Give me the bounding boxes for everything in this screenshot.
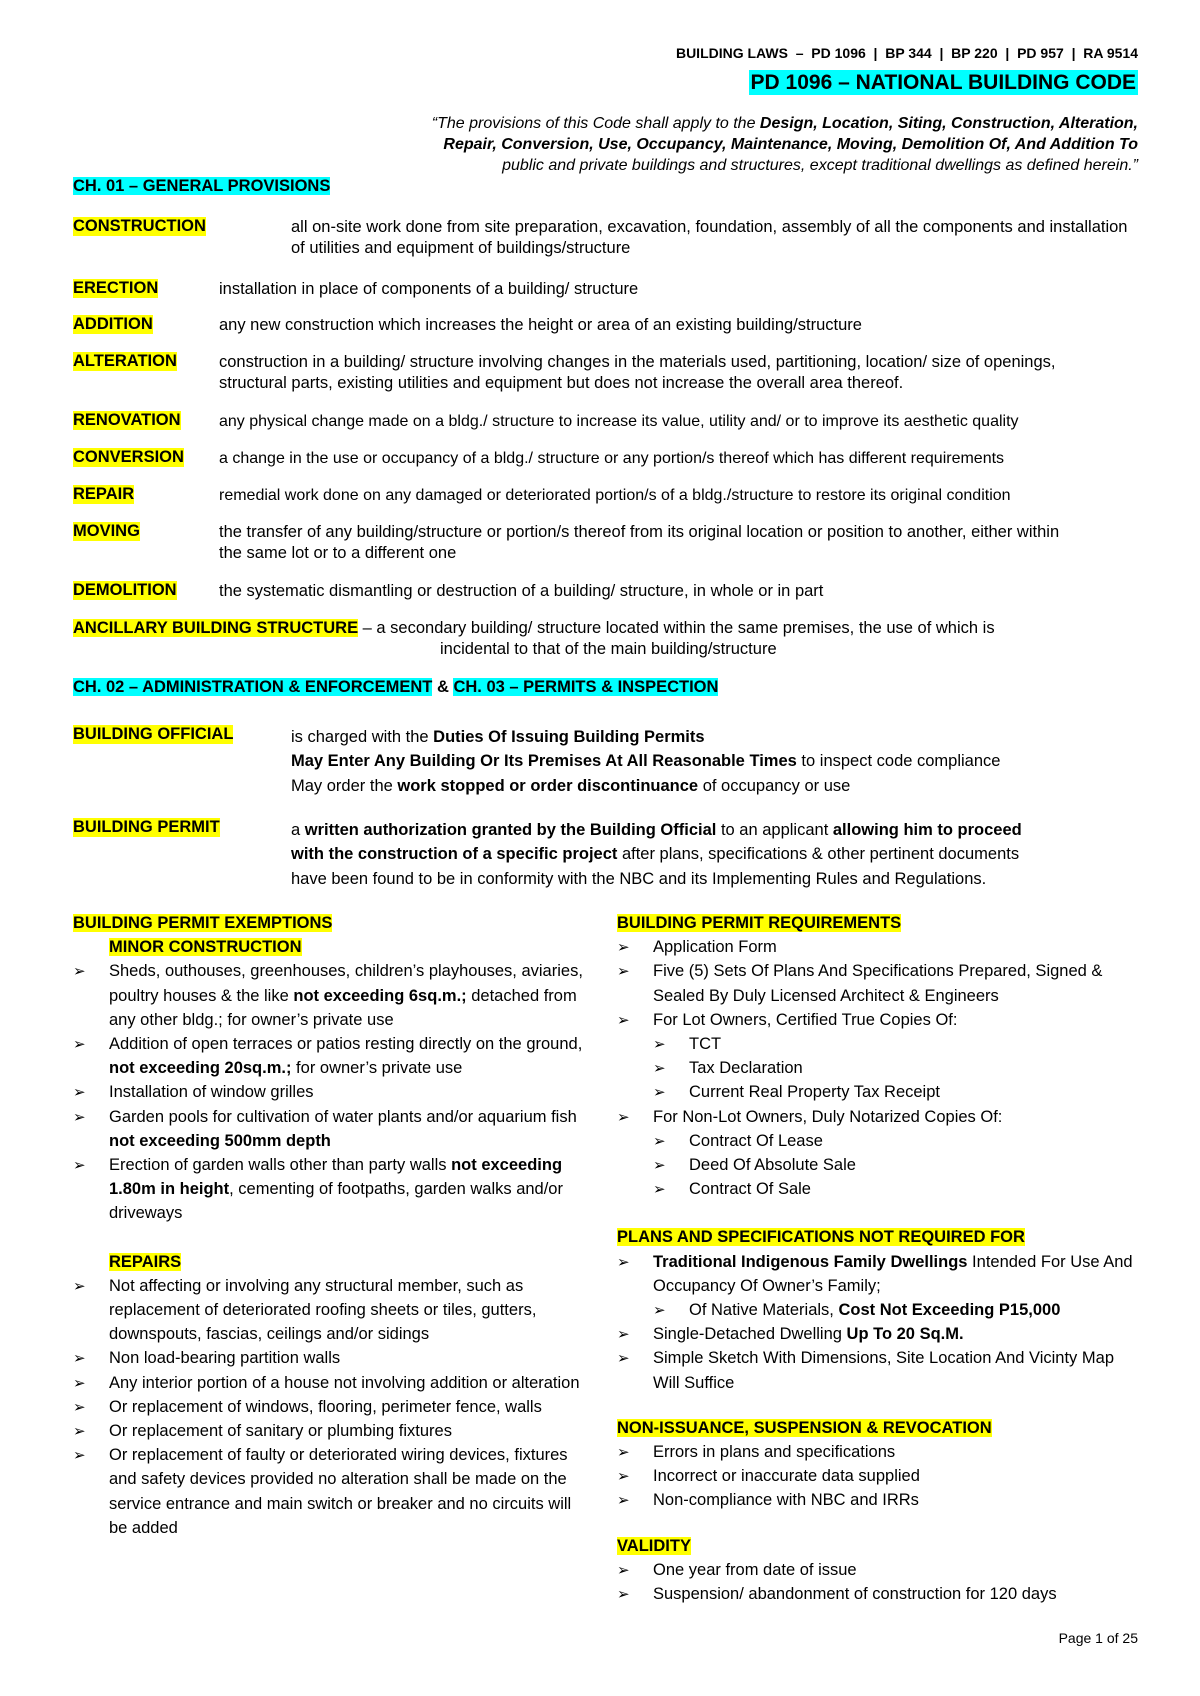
- list-item: ➢ One year from date of issue: [617, 1558, 1137, 1582]
- def-text-building-permit: [291, 818, 1151, 891]
- def-text-moving: the transfer of any building/structure or portion/s thereof from its original location or position to another, either within the same lot or to a different one: [219, 523, 1060, 562]
- def-term-repair: REPAIR: [73, 485, 135, 503]
- list-item: ➢ Or replacement of faulty or deteriorated wiring devices, fixtures and safety devices provided no alteration shall be made on the service entrance and main switch or breaker and no circuits will be added: [73, 1443, 593, 1540]
- page-number: Page 1 of 25: [1058, 1630, 1138, 1646]
- requirements-heading: BUILDING PERMIT REQUIREMENTS: [617, 914, 902, 932]
- quote-text: public and private buildings and structures, except traditional dwellings as defined herein.”: [502, 157, 1138, 174]
- def-term-ancillary: ANCILLARY BUILDING STRUCTURE: [73, 619, 359, 637]
- minor-construction-list: [73, 959, 593, 1225]
- def-text-construction: all on-site work done from site preparation, excavation, foundation, assembly of all the components and installation of utilities and equipment of buildings/structure: [291, 218, 1128, 257]
- list-item: ➢ Or replacement of sanitary or plumbing fixtures: [73, 1419, 593, 1443]
- list-item: ➢ Addition of open terraces or patios resting directly on the ground, not exceeding 20sq.m.; for owner’s private use: [73, 1032, 593, 1080]
- def-term-building-official: BUILDING OFFICIAL: [73, 725, 234, 743]
- def-term-demolition: DEMOLITION: [73, 581, 177, 599]
- validity-heading: VALIDITY: [617, 1536, 691, 1555]
- permit-text: to an applicant: [716, 821, 833, 839]
- document-title: PD 1096 – NATIONAL BUILDING CODE: [750, 71, 1136, 94]
- requirements-list: [617, 935, 1137, 1201]
- def-text-ancillary: – a secondary building/ structure located within the same premises, the use of which is: [358, 619, 995, 637]
- def-text-demolition: the systematic dismantling or destruction of a building/ structure, in whole or in part: [219, 582, 824, 600]
- plans-not-required-list: [617, 1250, 1137, 1395]
- def-term-erection: ERECTION: [73, 279, 159, 297]
- list-item: ➢ Suspension/ abandonment of construction for 120 days: [617, 1582, 1137, 1606]
- def-text-addition: any new construction which increases the height or area of an existing building/structure: [219, 316, 862, 334]
- def-term-alteration: ALTERATION: [73, 352, 177, 370]
- nonissuance-heading: NON-ISSUANCE, SUSPENSION & REVOCATION: [617, 1418, 992, 1437]
- exemptions-heading: BUILDING PERMIT EXEMPTIONS: [73, 914, 333, 932]
- list-item: ➢ Or replacement of windows, flooring, perimeter fence, walls: [73, 1395, 593, 1419]
- def-text-ancillary-cont: incidental to that of the main building/structure: [440, 640, 777, 658]
- def-term-conversion: CONVERSION: [73, 448, 184, 466]
- permit-text: after plans, specifications & other pertinent documents: [617, 845, 1020, 864]
- official-text: of occupancy or use: [698, 776, 851, 795]
- heading-amp: &: [432, 678, 454, 696]
- scope-quote: [238, 113, 1138, 176]
- list-item: ➢ Sheds, outhouses, greenhouses, children’s playhouses, aviaries, poultry houses & the like not exceeding 6sq.m.; detached from any other bldg.; for owner’s private use: [73, 959, 593, 1032]
- quote-emphasis: Repair, Conversion, Use, Occupancy, Maintenance, Moving, Demolition Of, And Addition To: [443, 136, 1138, 153]
- requirements-column: [617, 911, 1137, 1606]
- nonissuance-list: [617, 1440, 1137, 1513]
- permit-text: a: [291, 821, 305, 839]
- list-item: ➢ Single-Detached Dwelling Up To 20 Sq.M.: [617, 1322, 1137, 1346]
- def-text-repair: remedial work done on any damaged or deteriorated portion/s of a bldg./structure to restore its original condition: [219, 487, 1011, 504]
- list-item: ➢ Any interior portion of a house not involving addition or alteration: [73, 1371, 593, 1395]
- list-item: ➢ Contract Of Sale: [653, 1177, 1137, 1201]
- list-item: ➢ Application Form: [617, 935, 1137, 959]
- list-item: ➢ Non-compliance with NBC and IRRs: [617, 1488, 1137, 1512]
- repairs-heading: REPAIRS: [109, 1252, 182, 1271]
- ch01-heading: CH. 01 – GENERAL PROVISIONS: [73, 177, 331, 195]
- list-item: ➢ Of Native Materials, Cost Not Exceeding P15,000: [653, 1298, 1137, 1322]
- list-item: ➢ Incorrect or inaccurate data supplied: [617, 1464, 1137, 1488]
- official-text: is charged with the: [291, 728, 434, 746]
- exemptions-column: [73, 911, 593, 1540]
- list-item: ➢ For Lot Owners, Certified True Copies Of:: [617, 1008, 1137, 1032]
- ch02-ch03-heading: [73, 678, 718, 697]
- list-item: ➢ Not affecting or involving any structural member, such as replacement of deteriorated roofing sheets or tiles, gutters, downspouts, fascias, ceilings and/or sidings: [73, 1274, 593, 1347]
- permit-emphasis: written authorization granted by the Building Official: [304, 821, 717, 839]
- running-header: BUILDING LAWS – PD 1096 | BP 344 | BP 220 | PD 957 | RA 9514: [675, 45, 1138, 61]
- list-item: ➢ Current Real Property Tax Receipt: [653, 1080, 1137, 1104]
- list-item: ➢ Garden pools for cultivation of water plants and/or aquarium fish not exceeding 500mm depth: [73, 1105, 593, 1153]
- ch02-heading: CH. 02 – ADMINISTRATION & ENFORCEMENT: [73, 678, 433, 696]
- list-item: ➢ Non load-bearing partition walls: [73, 1346, 593, 1370]
- official-text: to inspect code compliance: [796, 752, 1001, 771]
- ch03-heading: CH. 03 – PERMITS & INSPECTION: [453, 678, 719, 696]
- list-item: ➢ Installation of window grilles: [73, 1080, 593, 1104]
- minor-construction-heading: MINOR CONSTRUCTION: [109, 938, 302, 957]
- list-item: ➢ TCT: [653, 1032, 1137, 1056]
- def-term-building-permit: BUILDING PERMIT: [73, 818, 220, 836]
- def-text-conversion: a change in the use or occupancy of a bldg./ structure or any portion/s thereof which has different requirements: [219, 450, 1005, 467]
- list-item: ➢ Tax Declaration: [653, 1056, 1137, 1080]
- quote-text: “The provisions of this Code shall apply to the: [431, 115, 760, 132]
- quote-emphasis: Design, Location, Siting, Construction, Alteration,: [759, 115, 1138, 132]
- def-text-building-official: [291, 725, 1151, 798]
- list-item: ➢ Five (5) Sets Of Plans And Specifications Prepared, Signed & Sealed By Duly Licensed Architect & Engineers: [617, 959, 1137, 1007]
- repairs-list: [73, 1274, 593, 1540]
- permit-emphasis: with the construction of a specific project: [291, 845, 618, 864]
- plans-not-required-heading: PLANS AND SPECIFICATIONS NOT REQUIRED FOR: [617, 1228, 1025, 1247]
- def-term-addition: ADDITION: [73, 315, 153, 333]
- list-item: ➢ Errors in plans and specifications: [617, 1440, 1137, 1464]
- list-item: ➢ Contract Of Lease: [653, 1129, 1137, 1153]
- def-term-moving: MOVING: [73, 522, 140, 540]
- official-emphasis: May Enter Any Building Or Its Premises At All Reasonable Times: [291, 752, 797, 771]
- validity-list: [617, 1558, 1137, 1606]
- document-title-wrap: [749, 71, 1138, 95]
- def-term-construction: CONSTRUCTION: [73, 217, 206, 235]
- list-item: ➢ Traditional Indigenous Family Dwellings Intended For Use And Occupancy Of Owner’s Family;: [617, 1250, 1137, 1298]
- def-text-erection: installation in place of components of a building/ structure: [219, 280, 639, 298]
- list-item: ➢ Erection of garden walls other than party walls not exceeding 1.80m in height, cementing of footpaths, garden walks and/or driveways: [73, 1153, 593, 1226]
- official-emphasis: work stopped or order discontinuance: [397, 776, 699, 795]
- def-text-renovation: any physical change made on a bldg./ structure to increase its value, utility and/ or to improve its aesthetic quality: [219, 413, 1019, 430]
- list-item: ➢ Simple Sketch With Dimensions, Site Location And Vicinty Map Will Suffice: [617, 1346, 1137, 1394]
- list-item: ➢ Deed Of Absolute Sale: [653, 1153, 1137, 1177]
- def-term-renovation: RENOVATION: [73, 411, 181, 429]
- def-text-alteration: construction in a building/ structure involving changes in the materials used, partitioning, location/ size of openings, structural parts, existing utilities and equipment but does not increase the overall area thereof.: [219, 353, 1056, 392]
- ancillary-definition: [73, 618, 995, 639]
- official-emphasis: Duties Of Issuing Building Permits: [433, 728, 705, 746]
- list-item: ➢ For Non-Lot Owners, Duly Notarized Copies Of:: [617, 1105, 1137, 1129]
- permit-emphasis: allowing him to proceed: [832, 821, 1022, 839]
- permit-text: have been found to be in conformity with the NBC and its Implementing Rules and Regulations.: [291, 869, 987, 888]
- official-text: May order the: [291, 776, 398, 795]
